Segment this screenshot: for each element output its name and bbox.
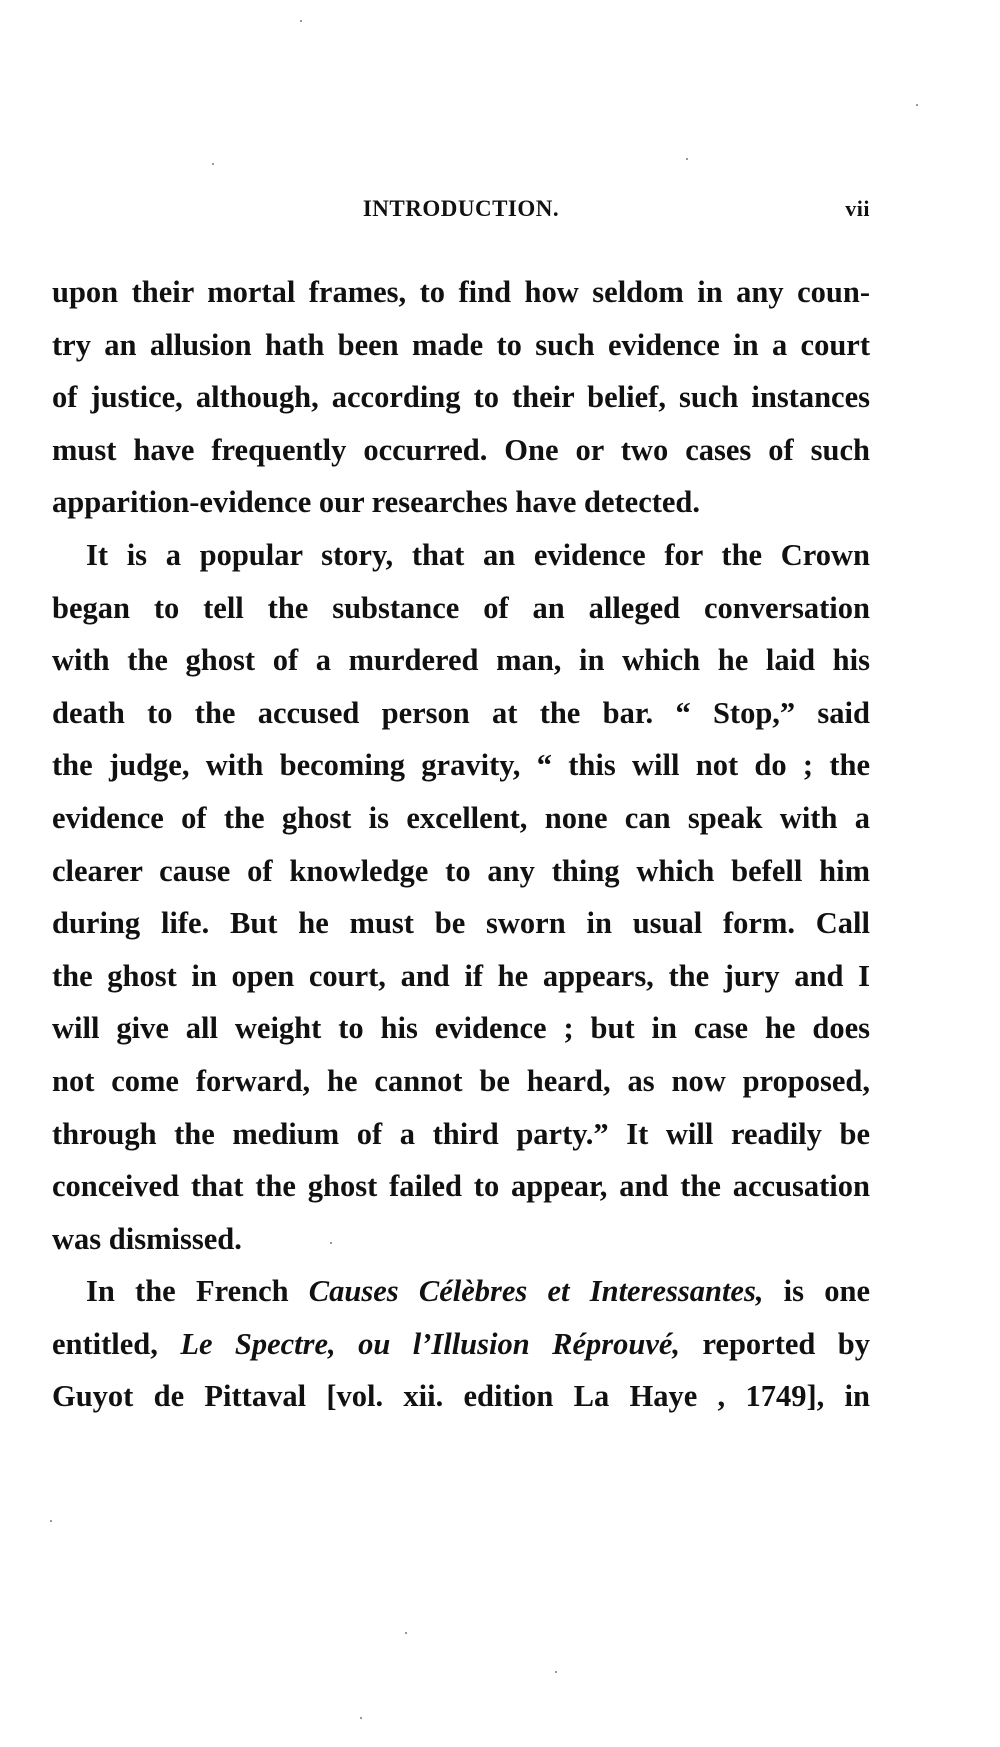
scan-speck xyxy=(916,104,918,106)
italic-title: Causes Célèbres et Interessantes, xyxy=(308,1274,764,1309)
text-segment: is one xyxy=(763,1274,871,1309)
text-line: apparition-evidence our researches have detected. xyxy=(52,485,701,520)
running-head xyxy=(52,196,870,236)
scan-speck xyxy=(330,1242,332,1244)
scan-speck xyxy=(555,1671,557,1673)
text-line: was dismissed. xyxy=(52,1221,242,1256)
scan-speck xyxy=(300,20,302,22)
text-line: the ghost in open court, and if he appears, the jury and I xyxy=(52,958,870,993)
text-line: upon their mortal frames, to find how seldom in any coun- xyxy=(52,275,870,309)
text-line: through the medium of a third party.” It will readily be xyxy=(52,1116,870,1151)
text-line xyxy=(52,1265,870,1318)
body-text xyxy=(52,266,870,1423)
italic-title: Le Spectre, ou l’Illusion Réprouvé, xyxy=(180,1326,681,1361)
page-number: vii xyxy=(845,196,870,221)
running-title: INTRODUCTION. xyxy=(362,196,560,221)
text-line: conceived that the ghost failed to appear, and the accusation xyxy=(52,1169,870,1204)
scan-speck xyxy=(360,1717,362,1719)
text-line: must have frequently occurred. One or two cases of such xyxy=(52,432,870,467)
text-segment: reported by xyxy=(680,1326,871,1361)
text-line: try an allusion hath been made to such evidence in a court xyxy=(52,327,870,362)
text-line: with the ghost of a murdered man, in which he laid his xyxy=(52,643,870,678)
text-line: the judge, with becoming gravity, “ this will not do ; the xyxy=(52,748,870,783)
text-line: death to the accused person at the bar. “ Stop,” said xyxy=(52,695,870,730)
text-line: evidence of the ghost is excellent, none can speak with a xyxy=(52,800,870,835)
scan-speck xyxy=(686,158,688,160)
text-line xyxy=(52,1318,870,1371)
scan-speck xyxy=(405,1632,407,1634)
text-segment: In the French xyxy=(86,1274,309,1309)
text-segment: entitled, xyxy=(52,1326,181,1361)
text-line: will give all weight to his evidence ; but in case he does xyxy=(52,1011,870,1046)
scan-speck xyxy=(212,163,214,165)
scan-speck xyxy=(50,1520,52,1522)
text-line: of justice, although, according to their belief, such instances xyxy=(52,380,870,415)
text-line: began to tell the substance of an alleged conversation xyxy=(52,590,870,625)
text-line: during life. But he must be sworn in usual form. Call xyxy=(52,906,870,941)
text-line: Guyot de Pittaval [vol. xii. edition La Haye , 1749], in xyxy=(52,1379,870,1414)
text-line: It is a popular story, that an evidence for the Crown xyxy=(86,537,870,572)
text-line: not come forward, he cannot be heard, as now proposed, xyxy=(52,1063,870,1098)
text-line: clearer cause of knowledge to any thing which befell him xyxy=(52,853,870,888)
